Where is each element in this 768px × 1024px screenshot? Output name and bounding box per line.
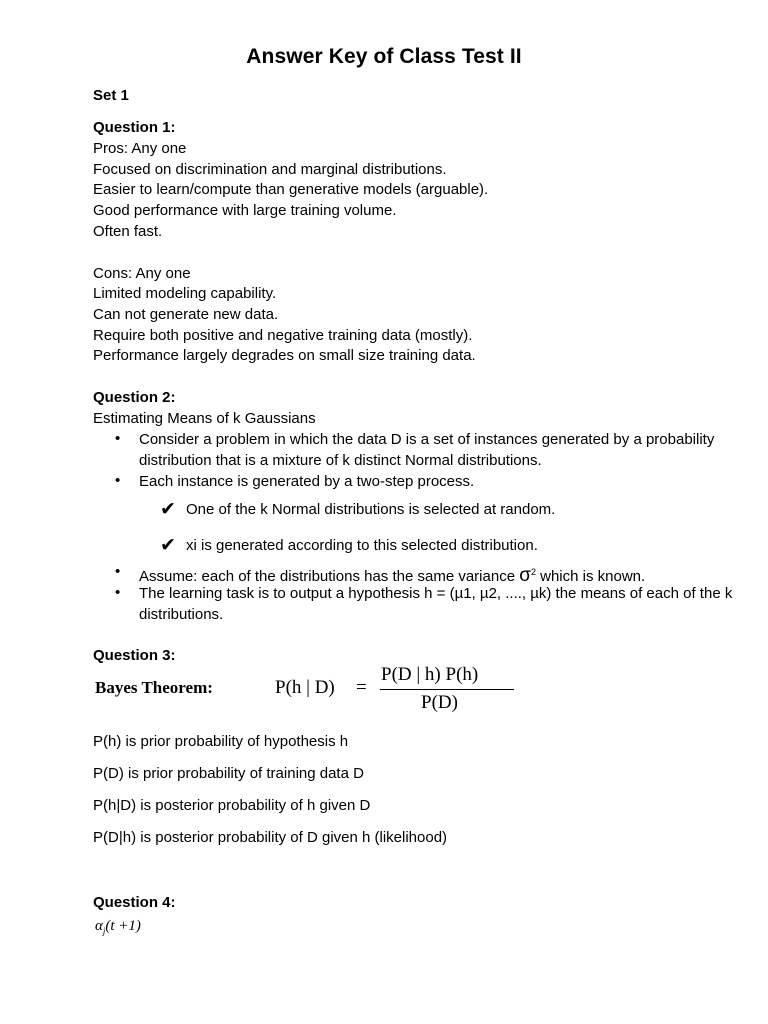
bullet-3-text-end: which is known.: [535, 568, 646, 585]
pros-heading: Pros: Any one: [93, 140, 187, 157]
definition-item: P(h|D) is posterior probability of h given D: [93, 797, 371, 814]
fraction-bar: [380, 689, 514, 690]
check-item: xi is generated according to this selected distribution.: [186, 537, 538, 554]
cons-heading: Cons: Any one: [93, 265, 191, 282]
equals-sign: =: [356, 677, 367, 698]
definition-item: P(D) is prior probability of training data D: [93, 765, 364, 782]
cons-item: Can not generate new data.: [93, 306, 279, 323]
alpha-formula: [95, 918, 141, 936]
alpha-symbol: α: [95, 918, 103, 934]
alpha-argument: (t +1): [105, 918, 141, 934]
question-2-subheading: Estimating Means of k Gaussians: [93, 410, 316, 427]
definition-item: P(D|h) is posterior probability of D given h (likelihood): [93, 829, 448, 846]
question-3-heading: Question 3:: [93, 647, 176, 664]
alpha-subscript: j: [102, 926, 106, 936]
checkmark-icon: ✔: [160, 535, 176, 556]
question-4-heading: Question 4:: [93, 894, 176, 911]
superscript: 2: [530, 567, 536, 577]
cons-item: Performance largely degrades on small size training data.: [93, 347, 476, 364]
bullet-item: Consider a problem in which the data D is a set of instances generated by a probability distribution that is a mixture of k distinct Normal distributions.: [139, 431, 715, 469]
sigma-symbol: σ: [519, 565, 531, 586]
bullet-icon: •: [115, 472, 121, 489]
bullet-icon: •: [115, 430, 121, 447]
check-item: One of the k Normal distributions is selected at random.: [186, 501, 556, 518]
definition-item: P(h) is prior probability of hypothesis h: [93, 733, 349, 750]
pros-item: Easier to learn/compute than generative models (arguable).: [93, 181, 489, 198]
bayes-lhs: P(h | D): [275, 677, 335, 698]
question-2-heading: Question 2:: [93, 389, 176, 406]
cons-item: Limited modeling capability.: [93, 285, 277, 302]
set-label: Set 1: [93, 87, 129, 104]
bullet-item: Each instance is generated by a two-step process.: [139, 473, 475, 490]
bullet-3-text-start: Assume: each of the distributions has the same variance: [139, 568, 520, 585]
pros-item: Focused on discrimination and marginal distributions.: [93, 161, 447, 178]
cons-item: Require both positive and negative training data (mostly).: [93, 327, 473, 344]
checkmark-icon: ✔: [160, 499, 176, 520]
question-1-heading: Question 1:: [93, 119, 176, 136]
bullet-icon: •: [115, 584, 121, 601]
page-title: Answer Key of Class Test II: [246, 45, 522, 68]
pros-item: Good performance with large training volume.: [93, 202, 397, 219]
fraction-numerator: P(D | h) P(h): [381, 664, 479, 685]
bayes-theorem-label: Bayes Theorem:: [95, 678, 213, 697]
fraction-denominator: P(D): [421, 692, 458, 713]
bullet-item: The learning task is to output a hypothesis h = (µ1, µ2, ...., µk) the means of each of the k distributions.: [139, 585, 733, 623]
bullet-icon: •: [115, 563, 121, 580]
pros-item: Often fast.: [93, 223, 163, 240]
